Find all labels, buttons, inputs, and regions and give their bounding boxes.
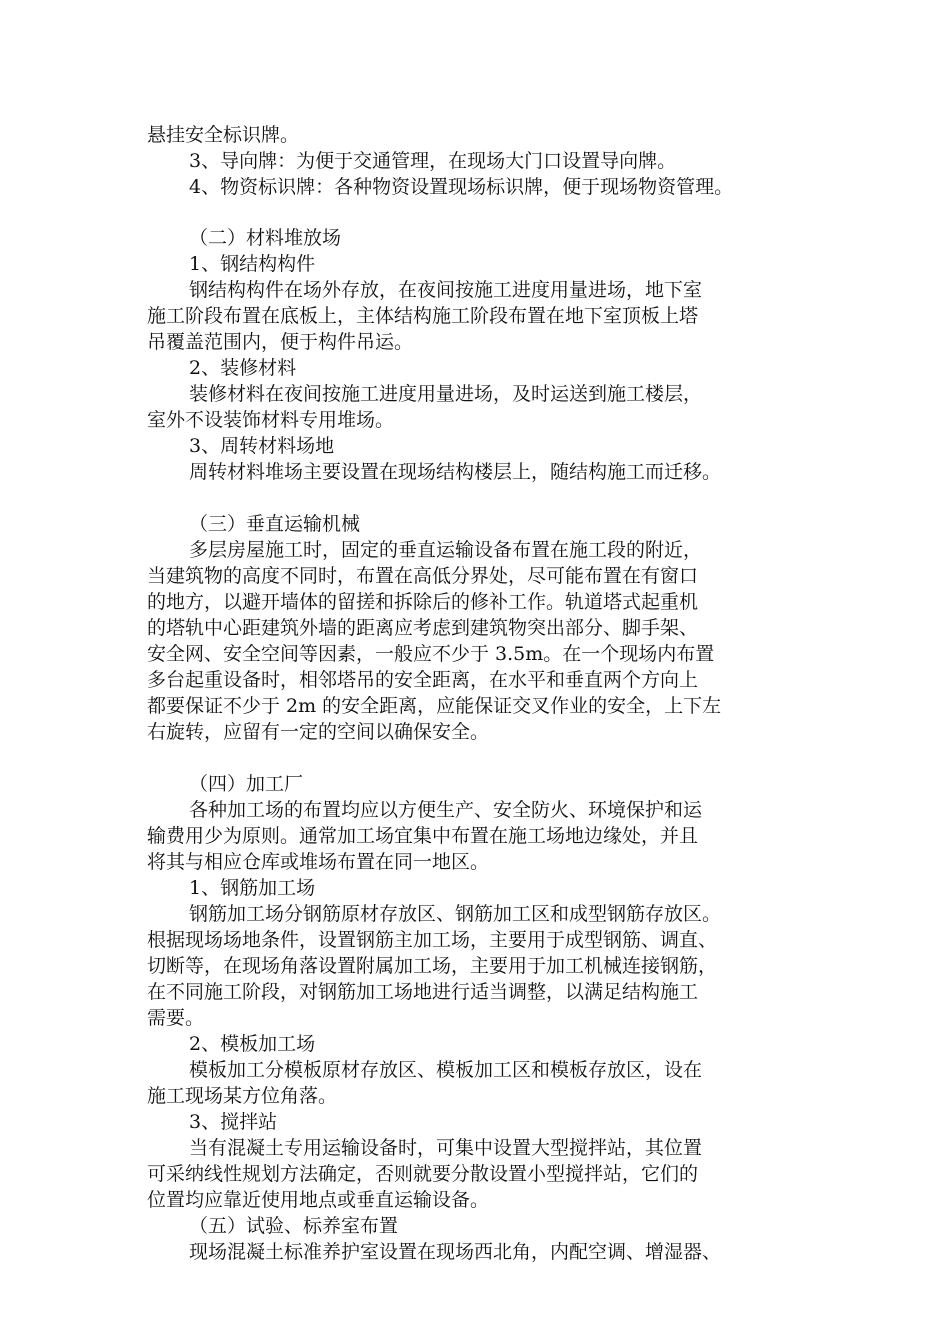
text-line: 周转材料堆场主要设置在现场结构楼层上，随结构施工而迁移。: [189, 461, 722, 483]
text-line: 可采纳线性规划方法确定，否则就要分散设置小型搅拌站，它们的: [147, 1163, 699, 1185]
text-line: 的塔轨中心距建筑外墙的距离应考虑到建筑物突出部分、脚手架、: [147, 617, 699, 639]
text-line: 输费用少为原则。通常加工场宜集中布置在施工场地边缘处，并且: [147, 825, 699, 847]
text-line: 的地方，以避开墙体的留搓和拆除后的修补工作。轨道塔式起重机: [147, 591, 699, 613]
text-line: 室外不设装饰材料专用堆场。: [147, 409, 395, 431]
text-line: 切断等，在现场角落设置附属加工场，主要用于加工机械连接钢筋，: [147, 955, 718, 977]
text-line: 将其与相应仓库或堆场布置在同一地区。: [147, 851, 490, 873]
text-line: 吊覆盖范围内，便于构件吊运。: [147, 331, 414, 353]
text-line: 当建筑物的高度不同时，布置在高低分界处，尽可能布置在有窗口: [147, 565, 699, 587]
text-line: 施工现场某方位角落。: [147, 1085, 338, 1107]
section-heading: （三）垂直运输机械: [189, 513, 361, 535]
text-line: 现场混凝土标准养护室设置在现场西北角，内配空调、增湿器、: [189, 1241, 722, 1263]
text-line: 多层房屋施工时，固定的垂直运输设备布置在施工段的附近，: [189, 539, 703, 561]
section-heading: （四）加工厂: [189, 773, 304, 795]
section-heading: （二）材料堆放场: [189, 227, 342, 249]
subsection-heading: 2、装修材料: [189, 357, 297, 379]
text-line: 根据现场场地条件，设置钢筋主加工场，主要用于成型钢筋、调直、: [147, 929, 718, 951]
subsection-heading: 2、模板加工场: [189, 1033, 316, 1055]
text-line: 钢结构构件在场外存放，在夜间按施工进度用量进场，地下室: [189, 279, 703, 301]
text-line: 需要。: [147, 1007, 205, 1029]
text-line: 钢筋加工场分钢筋原材存放区、钢筋加工区和成型钢筋存放区。: [189, 903, 722, 925]
text-line: 施工阶段布置在底板上，主体结构施工阶段布置在地下室顶板上塔: [147, 305, 699, 327]
text-line: 位置均应靠近使用地点或垂直运输设备。: [147, 1189, 490, 1211]
subsection-heading: 3、搅拌站: [189, 1111, 278, 1133]
text-line: 安全网、安全空间等因素，一般应不少于 3.5m。在一个现场内布置: [147, 643, 715, 665]
subsection-heading: 1、钢结构构件: [189, 253, 316, 275]
text-line: 多台起重设备时，相邻塔吊的安全距离，在水平和垂直两个方向上: [147, 669, 699, 691]
text-line: 4、物资标识牌：各种物资设置现场标识牌，便于现场物资管理。: [189, 176, 734, 198]
text-line: 3、导向牌：为便于交通管理，在现场大门口设置导向牌。: [189, 150, 677, 172]
text-line: 模板加工分模板原材存放区、模板加工区和模板存放区，设在: [189, 1059, 703, 1081]
subsection-heading: 3、周转材料场地: [189, 435, 335, 457]
section-heading: （五）试验、标养室布置: [189, 1215, 399, 1237]
text-line: 各种加工场的布置均应以方便生产、安全防火、环境保护和运: [189, 799, 703, 821]
text-line: 装修材料在夜间按施工进度用量进场，及时运送到施工楼层，: [189, 383, 703, 405]
text-line: 悬挂安全标识牌。: [147, 124, 300, 146]
text-line: 在不同施工阶段，对钢筋加工场地进行适当调整，以满足结构施工: [147, 981, 699, 1003]
text-line: 当有混凝土专用运输设备时，可集中设置大型搅拌站，其位置: [189, 1137, 703, 1159]
subsection-heading: 1、钢筋加工场: [189, 877, 316, 899]
text-line: 都要保证不少于 2m 的安全距离，应能保证交叉作业的安全，上下左: [147, 695, 722, 717]
text-line: 右旋转，应留有一定的空间以确保安全。: [147, 721, 490, 743]
